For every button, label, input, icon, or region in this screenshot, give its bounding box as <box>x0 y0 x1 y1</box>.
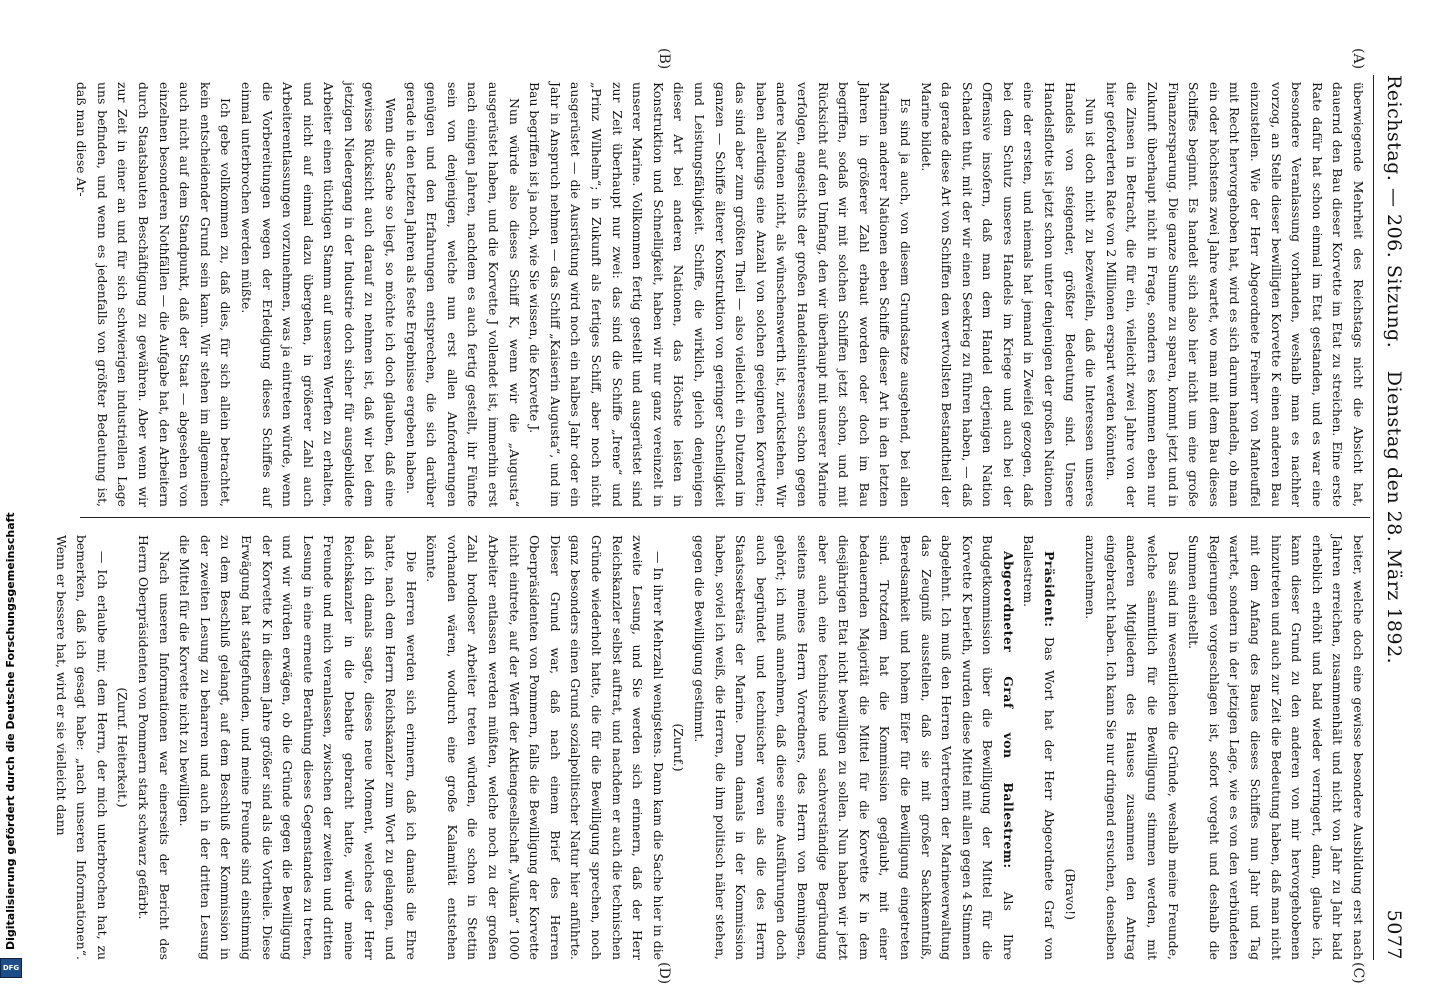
left-column <box>71 82 1368 507</box>
paragraph: Nach unseren Informationen war einerseits der Bericht des Herrn Oberpräsidenten von Pommern stark schwarz gefärbt. <box>135 535 172 960</box>
page-header <box>1374 75 1414 960</box>
paragraph: Wenn die Sache so liegt, so möchte ich doch glauben, daß eine gewisse Rücksicht auch darauf zu nehmen ist, daß wir bei dem jetzigen Niedergang in der Industrie doch sicher für ausgebildete Arbeiter einen tüchtigen Stamm auf unseren Werften zu erhalten, und nicht auf einmal dazu übergehen, in größerer Zahl auch Arbeiterentlassungen vorzunehmen, was ja eintreten würde, wenn die Vorbereitungen wegen der Erledigung dieses Schiffes auf einmal unterbrochen werden müßte. <box>238 82 399 507</box>
header-left: Reichstag. — 206. Sitzung. <box>1383 75 1405 349</box>
paragraph: beiter, welche doch eine gewisse besondere Ausbildung erst nach Jahren erreichen, zusammenhält und nicht von Jahr zu Jahr bald erheblich erhöht und bald wieder verringert, dann, glaube ich, kann dieser Grund zu den anderen von mir hervorgehobenen hinzutreten und auch zur Zeit die Bedeutung haben, daß man nicht mit dem Anfang des Baues dieses Schiffes nun Jahr und Tag wartet, sondern in der jetzigen Lage, wie es von den verbündeten Regierungen vorgeschlagen ist, sofort vorgeht und deshalb die Summen einstellt. <box>1186 535 1366 960</box>
digitization-credit: Digitalisierung gefördert durch die Deutsche Forschungsgemeinschaft <box>4 512 17 950</box>
paragraph: — In ihrer Mehrzahl wenigstens. Dann kam die Sache hier in die zweite Lesung, und Sie werden sich erinnern, daß der Herr Reichskanzler selbst auftrat, und nachdem er auch die technischen Gründe wiederholt hatte, die für die Bewilligung sprechen, noch ganz besonders einen Grund sozialpolitischer Natur hier anführte. Dieser Grund war, daß nach einem Brief des Herren Oberpräsidenten von Pommern, falls die Bewilligung der Korvette nicht eintrete, auf der Werft der Aktiengesellschaft „Vulkan“ 1000 Arbeiter entlassen werden müßten, welche noch zu der großen Zahl brodloser Arbeiter treten würden, die schon in Stettin vorhanden wären, wodurch eine große Kalamität entstehen könnte. <box>424 535 666 960</box>
interjection: (Zuruf. Heiterkeit.) <box>115 687 131 808</box>
speaker-name: Präsident: <box>1042 551 1058 628</box>
margin-letter-d: (D) <box>656 962 672 985</box>
paragraph <box>688 535 1018 960</box>
dfg-logo-icon: DFG <box>0 958 22 978</box>
paragraph: — Ich erlaube mir, dem Herrn, der mich unterbrochen hat, zu bemerken, daß ich gesagt habe: „nach unseren Informationen“. Wenn er bessere hat, wird er sie vielleicht dann <box>53 535 110 960</box>
paragraph: Nun ist doch nicht zu bezweifeln, daß die Interessen unseres Handels von steigender, größter Bedeutung sind. Unsere Handelsflotte ist jetzt schon unter denjenigen der großen Nationen eine der ersten, und niemals hat jemand in Zweifel gezogen, daß bei dem Schutz unseres Handels im Kriege und auch bei der Offensive insofern, daß man dem Handel derjenigen Nation Schaden thut, mit der wir einen Seekrieg zu führen haben, — daß da gerade diese Art von Schiffen den wertvollsten Bestandtheil der Marine bildet. <box>918 82 1099 507</box>
margin-letter-a: (A) <box>1350 48 1366 70</box>
header-date: Dienstag den 28. März 1892. <box>1383 370 1405 665</box>
speaker-name: Abgeordneter Graf von Ballestrem: <box>1000 551 1016 869</box>
speech-text: Das Wort hat der Herr Abgeordnete Graf von Ballestrem. <box>1021 535 1058 960</box>
paragraph: Die Herren werden sich erinnern, daß ich damals die Ehre hatte, nach dem Herrn Reichskanzler zum Wort zu gelangen, und daß ich damals sagte, dieses neue Moment, welches der Herr Reichskanzler in die Debatte gebracht hatte, würde meine Freunde und mich veranlassen, zwischen der zweiten und dritten Lesung in eine erneute Berathung dieses Gegenstandes zu treten, und wir würden erwägen, ob die Gründe gegen die Bewilligung der Korvette K in diesem Jahre größer sind als die Vortheile. Diese Erwägung hat stattgefunden, und meine Freunde sind einstimmig zu dem Beschluß gelangt, auf dem Beschluß der Kommission in der zweiten Lesung zu beharren und auch in der dritten Lesung die Mittel für die Korvette nicht zu bewilligen. <box>177 535 419 960</box>
right-column <box>50 535 1368 960</box>
paragraph: Nun würde also dieses Schiff K, wenn wir die „Augusta“ ausgerüstet haben, und die Korvette J vollendet ist, immerhin erst nach einigen Jahren, nachdem es auch fertig gestellt, ihr Fünfte sein von denjenigen, welche nun erst allen Anforderungen genügen und den Erfahrungen entsprechen, die sich darüber gerade in den letzten Jahren als feste Ergebnisse ergeben haben. <box>403 82 522 507</box>
paragraph: Es sind ja auch, von diesem Grundsatze ausgehend, bei allen Marinen anderer Nationen eben Schiffe dieser Art in den letzten Jahren in größerer Zahl erbaut worden oder doch im Bau begriffen, sodaß wir mit solchen Schiffen jetzt schon, und mit Rücksicht auf den Umfang, den wir überhaupt mit unserer Marine verfolgen, angesichts der großen Handelsinteressen schon gegen andere Nationen nicht, als wünschenswerth ist, zurückstehen. Wir haben allerdings eine Anzahl von solchen geeigneten Korvetten; das sind aber zum größten Theil — also vielleicht ein Dutzend im ganzen — Schiffe älterer Konstruktion von geringer Schnelligkeit und Leistungsfähigkeit. Schiffe, die wirklich, gleich denjenigen dieser Art bei anderen Nationen, das Höchste leisten in Konstruktion und Schnelligkeit, haben wir nur ganz vereinzelt in unserer Marine. Vollkommen fertig gestellt und ausgerüstet sind zur Zeit überhaupt nur zwei: das sind die Schiffe „Irene“ und „Prinz Wilhelm“; in Zukunft als fertiges Schiff, aber noch nicht ausgerüstet — die Ausrüstung wird noch ein halbes Jahr oder ein Jahr in Anspruch nehmen — das Schiff „Kaiserin Augusta“, und im Bau begriffen ist ja noch, wie Sie wissen, die Korvette J. <box>527 82 913 507</box>
page-number: 5077 <box>1383 909 1405 960</box>
header-rule <box>1373 75 1374 960</box>
margin-letter-b: (B) <box>656 48 672 70</box>
column-divider <box>80 517 1370 518</box>
interjection: (Bravo!) <box>1062 868 1078 920</box>
interjection: (Zuruf.) <box>671 723 687 772</box>
paragraph <box>1018 535 1059 960</box>
paragraph: Das sind im wesentlichen die Gründe, weshalb meine Freunde, welche sämmtlich für die Bewilligung stimmen werden, mit anderen Mitgliedern des Hauses zusammen den Antrag eingebracht haben. Ich kann Sie nur dringend ersuchen, denselben anzunehmen. <box>1083 535 1181 960</box>
speech-text: Als Ihre Budgetkommission über die Bewilligung der Mittel für die Korvette K berieth, wurden diese Mittel mit allen gegen 4 Stimmen abgelehnt. Ich muß den Herren Vertretern der Marineverwaltung das Zeugniß ausstellen, daß sie mit großer Sachkenntniß, Beredsamkeit und hohem Eifer für die Bewilligung eingetreten sind. Trotzdem hat die Kommission geglaubt, mit einer bedauernden Majorität die Mittel für die Korvette K in dem diesjährigen Etat nicht bewilligen zu sollen. Nun haben wir jetzt aber auch eine technische und sachverständige Begründung seitens meines Herrn Vorredners, des Herrn von Benningsen, gehört; ich muß annehmen, daß diese seine Ausführungen doch auch begründet und technischer waren als die des Herrn Staatssekretärs der Marine. Denn damals in der Kommission haben, soviel ich weiß, die Herren, die ihm politisch näher stehen, gegen die Bewilligung gestimmt. <box>692 535 1016 960</box>
margin-letter-c: (C) <box>1350 962 1366 984</box>
paragraph: Ich gebe vollkommen zu, daß dies, für sich allein betrachtet, kein entscheidender Grund sein kann. Wir stehen im allgemeinen auch nicht auf dem Standpunkt, daß der Staat — abgesehen von einzelnen besonderen Nothfällen — die Aufgabe hat, den Arbeitern durch Staatsbauten Beschäftigung zu gewähren. Aber wenn wir zur Zeit in einer an und für sich schwierigen industriellen Lage uns befinden, und wenn es jedenfalls von größter Bedeutung ist, daß man diese Ar- <box>74 82 234 507</box>
paragraph: überwiegende Mehrheit des Reichstags nicht die Absicht hat, dauernd den Bau dieser Korvette im Etat zu streichen. Eine erste Rate dafür hat schon einmal im Etat gestanden, und es war eine besondere Veranlassung vorhanden, weshalb man es nachher vorzog, an Stelle dieser bewilligten Korvette K einen anderen Bau einzustellen. Wie der Herr Abgeordnete Freiherr von Manteuffel mit Recht hervorgehoben hat, wird es sich darum handeln, ob man ein oder höchstens zwei Jahre wartet, wo man mit dem Bau dieses Schiffes beginnt. Es handelt sich also hier nicht um eine große Finanzersparung. Die ganze Summe zu sparen, kommt jetzt und in Zukunft überhaupt nicht in Frage, sondern es kommen eben nur die Zinsen in Betracht, die für ein, vielleicht zwei Jahre von der hier geforderten Rate von 2 Millionen erspart werden könnten. <box>1103 82 1366 507</box>
